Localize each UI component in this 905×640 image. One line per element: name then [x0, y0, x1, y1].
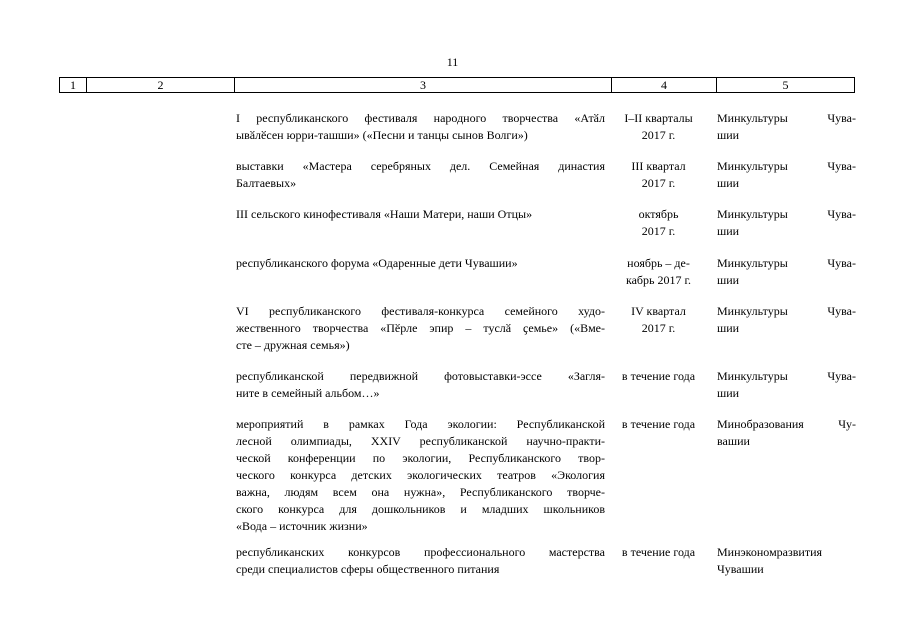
event-period	[609, 110, 708, 144]
responsible-agency	[717, 544, 856, 578]
event-description	[236, 416, 605, 535]
event-description-line: «Вода – источник жизни»	[236, 519, 368, 533]
responsible-agency	[717, 416, 856, 450]
event-period	[609, 303, 708, 337]
responsible-agency-line: Минкультуры Чува-	[717, 256, 856, 270]
event-description	[236, 206, 605, 223]
event-description	[236, 158, 605, 192]
event-description-line: I республиканского фестиваля народного творчества «Атӑл	[236, 111, 605, 125]
responsible-agency-line: Минобразования Чу-	[717, 417, 856, 431]
event-description-line: ывӑлӗсен юрри-ташши» («Песни и танцы сынов Волги»)	[236, 128, 528, 142]
responsible-agency-line: Минкультуры Чува-	[717, 304, 856, 318]
responsible-agency	[717, 368, 856, 402]
event-period-line: октябрь	[638, 207, 679, 221]
event-description-line: ните в семейный альбом…»	[236, 386, 380, 400]
event-description	[236, 544, 605, 578]
event-description-line: республиканских конкурсов профессионального мастерства	[236, 545, 605, 559]
event-description-line: лесной олимпиады, XXIV республиканской научно-практи-	[236, 434, 605, 448]
event-description-line: VI республиканского фестиваля-конкурса семейного худо-	[236, 304, 605, 318]
event-description-line: среди специалистов сферы общественного питания	[236, 562, 500, 576]
responsible-agency-line: вашии	[717, 434, 750, 448]
event-period	[609, 416, 708, 433]
responsible-agency-line: Минкультуры Чува-	[717, 111, 856, 125]
event-period-line: в течение года	[621, 545, 696, 559]
event-description-line: ского конкурса для дошкольников и младших школьников	[236, 502, 605, 516]
event-period-line: 2017 г.	[641, 224, 676, 238]
responsible-agency	[717, 255, 856, 289]
responsible-agency-line: шии	[717, 128, 740, 142]
event-description	[236, 255, 605, 272]
event-period-line: кабрь 2017 г.	[625, 273, 692, 287]
responsible-agency	[717, 303, 856, 337]
event-description-line: III сельского кинофестиваля «Наши Матери, наши Отцы»	[236, 207, 533, 221]
event-period-line: в течение года	[621, 417, 696, 431]
event-description-line: республиканской передвижной фотовыставки-эссе «Загля-	[236, 369, 605, 383]
event-description-line: жественного творчества «Пӗрле эпир – туслӑ ҫемье» («Вме-	[236, 321, 605, 335]
event-description-line: ческой конференции по экологии, Республиканского твор-	[236, 451, 605, 465]
responsible-agency-line: шии	[717, 273, 740, 287]
column-header-2: 2	[87, 78, 235, 92]
column-header-3: 3	[235, 78, 612, 92]
event-period	[609, 255, 708, 289]
event-description	[236, 303, 605, 354]
event-description-line: мероприятий в рамках Года экологии: Республиканской	[236, 417, 605, 431]
event-period-line: III квартал	[631, 159, 686, 173]
responsible-agency-line: шии	[717, 176, 740, 190]
event-period-line: 2017 г.	[641, 321, 676, 335]
responsible-agency-line: Чувашии	[717, 562, 764, 576]
table-header	[59, 77, 855, 93]
column-header-4: 4	[612, 78, 717, 92]
event-description-line: сте – дружная семья»)	[236, 338, 350, 352]
event-description	[236, 368, 605, 402]
event-period-line: 2017 г.	[641, 128, 676, 142]
responsible-agency-line: шии	[717, 386, 740, 400]
column-header-5: 5	[717, 78, 855, 92]
responsible-agency-line: Минэкономразвития	[717, 545, 823, 559]
responsible-agency-line: шии	[717, 321, 740, 335]
responsible-agency-line: шии	[717, 224, 740, 238]
responsible-agency	[717, 206, 856, 240]
event-period-line: 2017 г.	[641, 176, 676, 190]
responsible-agency-line: Минкультуры Чува-	[717, 159, 856, 173]
event-period-line: IV квартал	[631, 304, 686, 318]
responsible-agency	[717, 110, 856, 144]
event-description-line: Балтаевых»	[236, 176, 297, 190]
event-description-line: важна, людям всем она нужна», Республиканского творче-	[236, 485, 605, 499]
column-header-1: 1	[60, 78, 87, 92]
responsible-agency	[717, 158, 856, 192]
event-description	[236, 110, 605, 144]
responsible-agency-line: Минкультуры Чува-	[717, 369, 856, 383]
event-period-line: в течение года	[621, 369, 696, 383]
event-period-line: I–II кварталы	[624, 111, 693, 125]
event-period	[609, 158, 708, 192]
event-description-line: ческого конкурса детских экологических театров «Экология	[236, 468, 605, 482]
responsible-agency-line: Минкультуры Чува-	[717, 207, 856, 221]
event-period	[609, 206, 708, 240]
event-period	[609, 544, 708, 561]
event-description-line: выставки «Мастера серебряных дел. Семейная династия	[236, 159, 605, 173]
event-description-line: республиканского форума «Одаренные дети Чувашии»	[236, 256, 518, 270]
page-number: 11	[446, 55, 459, 69]
event-period-line: ноябрь – де-	[627, 256, 690, 270]
event-period	[609, 368, 708, 385]
